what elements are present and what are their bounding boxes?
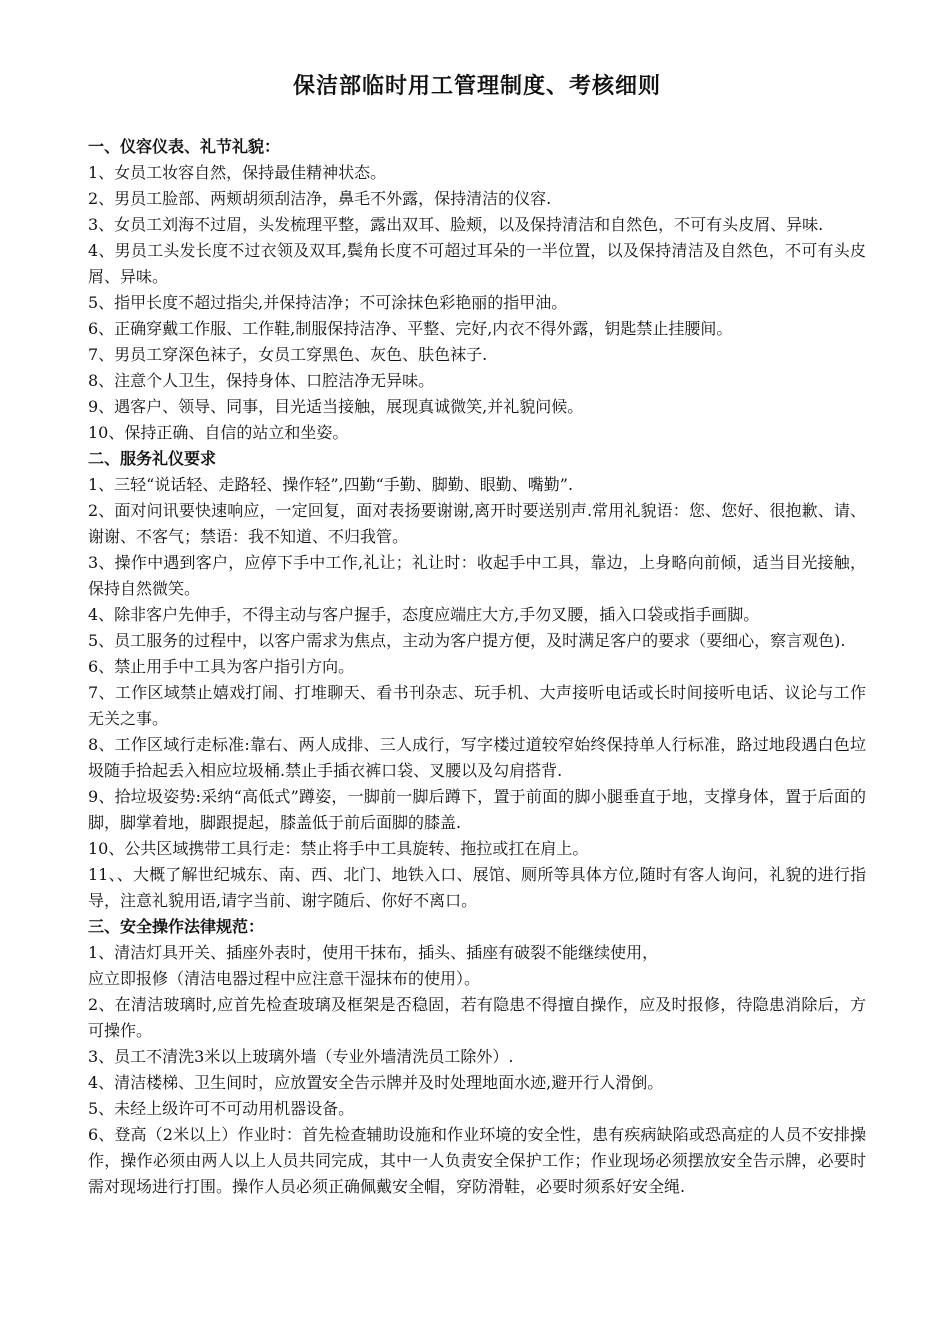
section-heading: 一、仪容仪表、礼节礼貌：: [88, 137, 281, 156]
list-item: 8、注意个人卫生，保持身体、口腔洁净无异味。: [88, 371, 435, 390]
list-item: 3、操作中遇到客户，应停下手中工作,礼让；礼让时：收起手中工具，靠边，上身略向前倾，适当目光接触，保持自然微笑。: [88, 553, 866, 598]
list-item: 4、男员工头发长度不过衣领及双耳,鬓角长度不可超过耳朵的一半位置，以及保持清洁及自然色，不可有头皮屑、异味。: [88, 241, 866, 286]
list-item: 9、遇客户、领导、同事，目光适当接触，展现真诚微笑,并礼貌问候。: [88, 397, 584, 416]
document-title: 保洁部临时用工管理制度、考核细则: [292, 74, 661, 99]
list-item: 5、员工服务的过程中，以客户需求为焦点，主动为客户提方便，及时满足客户的要求（要细心，察言观色).: [88, 631, 846, 650]
list-item: 1、三轻“说话轻、走路轻、操作轻”,四勤“手勤、脚勤、眼勤、嘴勤”.: [88, 475, 574, 494]
section-1: [88, 134, 866, 446]
list-item: 1、清洁灯具开关、插座外表时，使用干抹布，插头、插座有破裂不能继续使用，: [88, 943, 659, 962]
document-body: [88, 134, 866, 1200]
list-item: 10、公共区域携带工具行走：禁止将手中工具旋转、拖拉或扛在肩上。: [88, 839, 589, 858]
list-item: 7、工作区域禁止嬉戏打闹、打堆聊天、看书刊杂志、玩手机、大声接听电话或长时间接听电话、议论与工作无关之事。: [88, 683, 866, 728]
list-item: 3、女员工刘海不过眉，头发梳理平整，露出双耳、脸颊，以及保持清洁和自然色，不可有头皮屑、异味.: [88, 215, 824, 234]
list-item: 2、在清洁玻璃时,应首先检查玻璃及框架是否稳固，若有隐患不得擅自操作，应及时报修，待隐患消除后，方可操作。: [88, 995, 866, 1040]
list-item: 3、员工不清洗3米以上玻璃外墙（专业外墙清洗员工除外）.: [88, 1047, 514, 1066]
section-heading: 三、安全操作法律规范：: [88, 917, 265, 936]
document-page: [88, 70, 866, 1200]
list-item: 5、指甲长度不超过指尖,并保持洁净；不可涂抹色彩艳丽的指甲油。: [88, 293, 568, 312]
section-heading: 二、服务礼仪要求: [88, 449, 217, 468]
list-item: 10、保持正确、自信的站立和坐姿。: [88, 423, 349, 442]
list-item: 2、面对问讯要快速响应，一定回复，面对表扬要谢谢,离开时要送别声.常用礼貌语：您、您好、很抱歉、请、谢谢、不客气；禁语：我不知道、不归我管。: [88, 501, 866, 546]
list-item: 4、除非客户先伸手，不得主动与客户握手，态度应端庄大方,手勿叉腰，插入口袋或指手画脚。: [88, 605, 760, 624]
list-item: 6、登高（2米以上）作业时：首先检查辅助设施和作业环境的安全性，患有疾病缺陷或恐高症的人员不安排操作，操作必须由两人以上人员共同完成，其中一人负责安全保护工作；作业现场必须摆放安全告示牌，必要时需对现场进行打围。操作人员必须正确佩戴安全帽，穿防滑鞋，必要时须系好安全绳.: [88, 1125, 866, 1196]
list-item: 6、正确穿戴工作服、工作鞋,制服保持洁净、平整、完好,内衣不得外露，钥匙禁止挂腰间。: [88, 319, 733, 338]
list-item: 9、拾垃圾姿势:采纳“高低式”蹲姿，一脚前一脚后蹲下，置于前面的脚小腿垂直于地，支撑身体，置于后面的脚，脚掌着地，脚跟提起，膝盖低于前后面脚的膝盖.: [88, 787, 866, 832]
list-item: 5、未经上级许可不可动用机器设备。: [88, 1099, 355, 1118]
list-item: 8、工作区域行走标准:靠右、两人成排、三人成行，写字楼过道较窄始终保持单人行标准，路过地段遇白色垃圾随手拾起丢入相应垃圾桶.禁止手插衣裤口袋、叉腰以及勾肩搭背.: [88, 735, 866, 780]
section-3: [88, 914, 866, 1200]
list-item: 2、男员工脸部、两颊胡须刮洁净，鼻毛不外露，保持清洁的仪容.: [88, 189, 552, 208]
list-item: 4、清洁楼梯、卫生间时，应放置安全告示牌并及时处理地面水迹,避开行人滑倒。: [88, 1073, 664, 1092]
section-2: [88, 446, 866, 914]
list-item: 7、男员工穿深色袜子，女员工穿黑色、灰色、肤色袜子.: [88, 345, 488, 364]
list-item: 1、女员工妆容自然，保持最佳精神状态。: [88, 163, 387, 182]
list-item: 6、禁止用手中工具为客户指引方向。: [88, 657, 355, 676]
list-item: 应立即报修（清洁电器过程中应注意干湿抹布的使用）。: [88, 969, 481, 988]
list-item: 11、、大概了解世纪城东、南、西、北门、地铁入口、展馆、厕所等具体方位,随时有客人询问，礼貌的进行指导，注意礼貌用语,请字当前、谢字随后、你好不离口。: [88, 865, 866, 910]
